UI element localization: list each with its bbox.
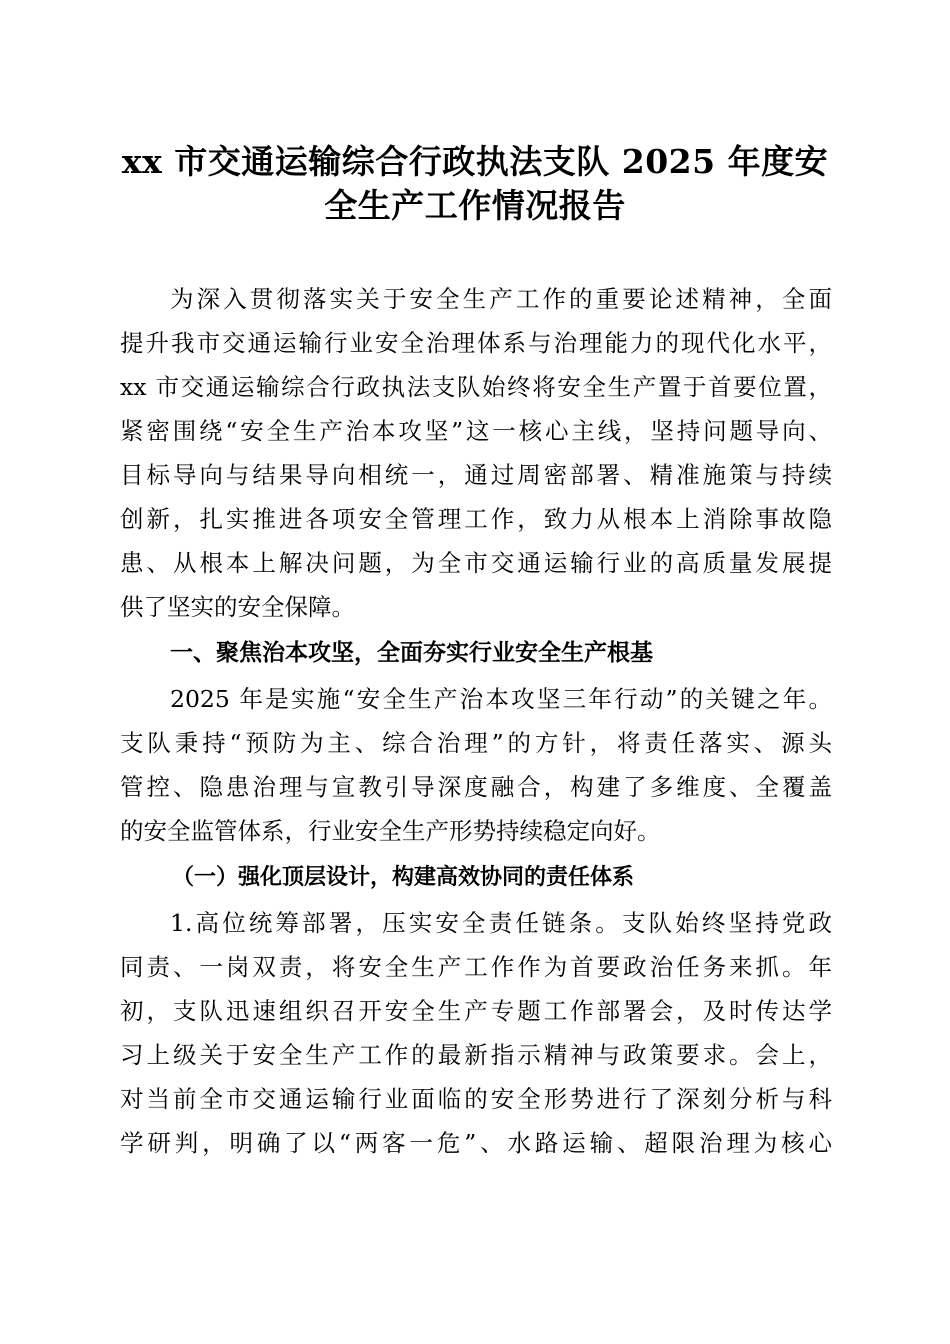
section-1-line: 的安全监管体系，行业安全生产形势持续稳定向好。 xyxy=(120,817,661,845)
intro-line: 患、从根本上解决问题，为全市交通运输行业的高质量发展提 xyxy=(120,549,832,577)
section-1-line: 管控、隐患治理与宣教引导深度融合，构建了多维度、全覆盖 xyxy=(120,773,832,801)
intro-line: 目标导向与结果导向相统一，通过周密部署、精准施策与持续 xyxy=(120,461,832,489)
section-1-line: 支队秉持“预防为主、综合治理”的方针，将责任落实、源头 xyxy=(120,729,832,757)
intro-line: 为深入贯彻落实关于安全生产工作的重要论述精神，全面 xyxy=(170,285,832,313)
subsection-1-line: 习上级关于安全生产工作的最新指示精神与政策要求。会上， xyxy=(120,1041,832,1069)
subsection-1-line: 同责、一岗双责，将安全生产工作作为首要政治任务来抓。年 xyxy=(120,953,832,981)
intro-line: 紧密围绕“安全生产治本攻坚”这一核心主线，坚持问题导向、 xyxy=(120,417,832,445)
subsection-heading: （一）强化顶层设计，构建高效协同的责任体系 xyxy=(172,864,635,890)
intro-line: 提升我市交通运输行业安全治理体系与治理能力的现代化水平， xyxy=(120,329,832,357)
subsection-1-line: 初，支队迅速组织召开安全生产专题工作部署会，及时传达学 xyxy=(120,997,832,1025)
section-1-line: 2025 年是实施“安全生产治本攻坚三年行动”的关键之年。 xyxy=(170,685,832,713)
section-heading: 一、聚焦治本攻坚，全面夯实行业安全生产根基 xyxy=(170,640,653,666)
intro-line: 创新，扎实推进各项安全管理工作，致力从根本上消除事故隐 xyxy=(120,505,832,533)
intro-line: 供了坚实的安全保障。 xyxy=(120,593,355,621)
subsection-1-line: 1.高位统筹部署，压实安全责任链条。支队始终坚持党政 xyxy=(170,909,832,937)
intro-line: xx 市交通运输综合行政执法支队始终将安全生产置于首要位置， xyxy=(120,373,832,401)
document-title-line-1: xx 市交通运输综合行政执法支队 2025 年度安 xyxy=(121,142,829,181)
subsection-1-line: 学研判，明确了以“两客一危”、水路运输、超限治理为核心 xyxy=(120,1129,832,1157)
document-title-line-2: 全生产工作情况报告 xyxy=(324,186,626,225)
subsection-1-line: 对当前全市交通运输行业面临的安全形势进行了深刻分析与科 xyxy=(120,1085,832,1113)
